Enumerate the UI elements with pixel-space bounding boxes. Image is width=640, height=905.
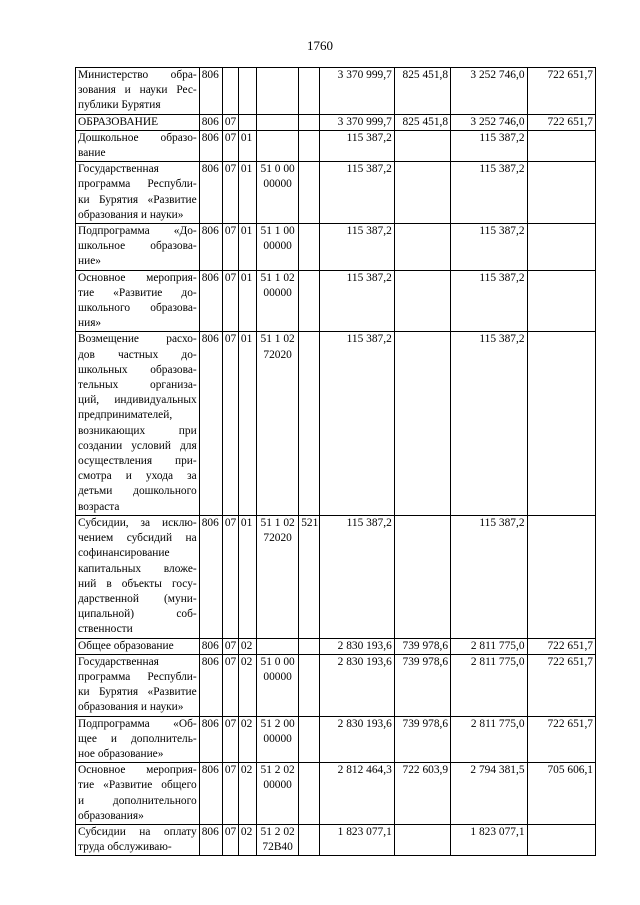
amount-total-cell: 115 387,2 <box>320 332 394 515</box>
row-name-line: Основное мероприя- <box>78 764 197 777</box>
target-article-line: 51 2 02 <box>260 764 295 777</box>
amount-total-2-cell: 2 811 775,0 <box>451 716 527 763</box>
row-name-line: программа Республи- <box>78 178 197 191</box>
expense-type-cell <box>299 763 320 825</box>
amount-total-cell: 115 387,2 <box>320 515 394 638</box>
section-cell: 07 <box>222 114 238 130</box>
section-cell: 07 <box>222 716 238 763</box>
grbs-cell: 806 <box>199 224 222 271</box>
target-article-line: 51 2 02 <box>260 825 295 838</box>
row-name-line: дов частных до- <box>78 348 197 361</box>
section-cell <box>222 68 238 115</box>
table-row <box>76 716 596 763</box>
row-name-line: щее и дополнитель- <box>78 732 197 745</box>
row-name-line: смотра и ухода за <box>78 470 197 483</box>
row-name-line: возраста <box>78 500 120 513</box>
expense-type-cell <box>299 130 320 161</box>
amount-total-cell: 3 370 999,7 <box>320 114 394 130</box>
row-name-line: вание <box>78 147 106 160</box>
amount-total-cell: 2 830 193,6 <box>320 638 394 654</box>
table-row <box>76 638 596 654</box>
amount-total-cell: 115 387,2 <box>320 270 394 332</box>
amount-federal-cell: 722 603,9 <box>394 763 450 825</box>
amount-federal-cell: 739 978,6 <box>394 654 450 716</box>
amount-total-2-cell: 3 252 746,0 <box>451 68 527 115</box>
row-name-line: ципальной) соб- <box>78 608 197 621</box>
row-name <box>76 824 200 855</box>
page-number: 1760 <box>307 38 333 53</box>
grbs-cell: 806 <box>199 824 222 855</box>
table-row <box>76 654 596 716</box>
grbs-cell: 806 <box>199 638 222 654</box>
amount-federal-cell <box>394 162 450 224</box>
subsection-cell: 01 <box>238 224 256 271</box>
amount-federal-cell <box>394 515 450 638</box>
table-row <box>76 130 596 161</box>
amount-total-2-cell: 115 387,2 <box>451 332 527 515</box>
amount-federal-cell <box>394 824 450 855</box>
target-article-line: 51 0 00 <box>260 655 295 668</box>
target-article-cell <box>257 162 299 224</box>
row-name-line: школьного образова- <box>78 302 197 315</box>
amount-federal-2-cell <box>527 824 595 855</box>
target-article-cell <box>257 68 299 115</box>
amount-total-cell: 115 387,2 <box>320 130 394 161</box>
section-cell: 07 <box>222 224 238 271</box>
target-article-line: 51 1 02 <box>260 271 295 284</box>
amount-federal-2-cell <box>527 332 595 515</box>
subsection-cell: 01 <box>238 332 256 515</box>
target-article-line: 51 0 00 <box>260 163 295 176</box>
row-name-line: ственности <box>78 623 133 636</box>
amount-federal-2-cell <box>527 130 595 161</box>
row-name-line: Общее образование <box>78 639 174 652</box>
row-name <box>76 654 200 716</box>
row-name-line: труда обслуживаю- <box>78 841 172 854</box>
row-name <box>76 716 200 763</box>
table-row <box>76 763 596 825</box>
grbs-cell: 806 <box>199 716 222 763</box>
target-article-cell <box>257 224 299 271</box>
grbs-cell: 806 <box>199 270 222 332</box>
row-name-line: ное образование» <box>78 747 164 760</box>
row-name <box>76 162 200 224</box>
table-row <box>76 824 596 855</box>
row-name-line: образования и науки» <box>78 208 184 221</box>
row-name-line: тельных организа- <box>78 379 197 392</box>
target-article-line: 72020 <box>263 348 292 361</box>
row-name <box>76 763 200 825</box>
target-article-line: 51 1 02 <box>260 516 295 529</box>
row-name-line: создании условий для <box>78 439 197 452</box>
target-article-cell <box>257 515 299 638</box>
amount-total-cell: 3 370 999,7 <box>320 68 394 115</box>
grbs-cell: 806 <box>199 515 222 638</box>
row-name <box>76 224 200 271</box>
subsection-cell <box>238 68 256 115</box>
row-name-line: Министерство обра- <box>78 69 197 81</box>
row-name-line: Субсидии на оплату <box>78 825 197 838</box>
amount-total-cell: 2 812 464,3 <box>320 763 394 825</box>
row-name-line: софинансирование <box>78 547 170 560</box>
target-article-line: 51 1 00 <box>260 225 295 238</box>
amount-federal-cell <box>394 130 450 161</box>
row-name-line: Подпрограмма «Об- <box>78 717 197 730</box>
amount-total-2-cell: 115 387,2 <box>451 224 527 271</box>
section-cell: 07 <box>222 515 238 638</box>
row-name-line: возникающих при <box>78 424 197 437</box>
target-article-line: 72020 <box>263 532 292 545</box>
target-article-line: 00000 <box>263 732 292 745</box>
row-name-line: ние» <box>78 255 101 268</box>
table-row <box>76 162 596 224</box>
row-name <box>76 130 200 161</box>
amount-total-cell: 2 830 193,6 <box>320 716 394 763</box>
target-article-line: 00000 <box>263 240 292 253</box>
target-article-cell <box>257 114 299 130</box>
expense-type-cell <box>299 68 320 115</box>
section-cell: 07 <box>222 654 238 716</box>
target-article-line: 51 2 00 <box>260 717 295 730</box>
amount-total-2-cell: 115 387,2 <box>451 162 527 224</box>
amount-federal-2-cell <box>527 224 595 271</box>
row-name-line: чением субсидий на <box>78 532 197 545</box>
section-cell: 07 <box>222 824 238 855</box>
grbs-cell: 806 <box>199 114 222 130</box>
amount-federal-cell: 739 978,6 <box>394 716 450 763</box>
expense-type-cell <box>299 224 320 271</box>
grbs-cell: 806 <box>199 763 222 825</box>
row-name-line: зования и науки Рес- <box>78 84 197 97</box>
subsection-cell: 01 <box>238 270 256 332</box>
table-row <box>76 270 596 332</box>
table-row <box>76 332 596 515</box>
row-name-line: Подпрограмма «До- <box>78 225 197 238</box>
amount-federal-2-cell: 722 651,7 <box>527 716 595 763</box>
row-name-line: детьми дошкольного <box>78 485 197 498</box>
row-name-line: публики Бурятия <box>78 99 161 112</box>
expense-type-cell <box>299 270 320 332</box>
expense-type-cell <box>299 716 320 763</box>
subsection-cell: 02 <box>238 654 256 716</box>
target-article-line: 00000 <box>263 670 292 683</box>
row-name <box>76 270 200 332</box>
expense-type-cell <box>299 824 320 855</box>
row-name-line: ки Бурятия «Развитие <box>78 193 197 206</box>
row-name-line: Возмещение расхо- <box>78 333 197 346</box>
target-article-cell <box>257 130 299 161</box>
amount-federal-2-cell: 722 651,7 <box>527 114 595 130</box>
row-name-line: Государственная <box>78 655 159 668</box>
amount-total-cell: 2 830 193,6 <box>320 654 394 716</box>
grbs-cell: 806 <box>199 130 222 161</box>
target-article-cell <box>257 824 299 855</box>
expense-type-cell <box>299 114 320 130</box>
amount-federal-cell <box>394 332 450 515</box>
row-name-line: Государственная <box>78 163 159 176</box>
row-name-line: тие «Развитие общего <box>78 779 197 792</box>
target-article-cell <box>257 716 299 763</box>
row-name-line: ний в объекты госу- <box>78 577 197 590</box>
grbs-cell: 806 <box>199 68 222 115</box>
amount-total-cell: 1 823 077,1 <box>320 824 394 855</box>
amount-federal-2-cell <box>527 270 595 332</box>
amount-federal-cell: 825 451,8 <box>394 68 450 115</box>
amount-total-2-cell: 1 823 077,1 <box>451 824 527 855</box>
amount-total-2-cell: 3 252 746,0 <box>451 114 527 130</box>
subsection-cell: 01 <box>238 162 256 224</box>
row-name-line: и дополнительного <box>78 794 197 807</box>
table-row <box>76 68 596 115</box>
amount-total-2-cell: 2 794 381,5 <box>451 763 527 825</box>
section-cell: 07 <box>222 162 238 224</box>
amount-total-cell: 115 387,2 <box>320 162 394 224</box>
amount-total-2-cell: 115 387,2 <box>451 130 527 161</box>
grbs-cell: 806 <box>199 162 222 224</box>
amount-federal-cell <box>394 270 450 332</box>
target-article-cell <box>257 270 299 332</box>
target-article-line: 51 1 02 <box>260 333 295 346</box>
subsection-cell: 02 <box>238 716 256 763</box>
row-name-line: капитальных вложе- <box>78 562 197 575</box>
amount-federal-2-cell <box>527 162 595 224</box>
grbs-cell: 806 <box>199 654 222 716</box>
amount-federal-2-cell: 722 651,7 <box>527 638 595 654</box>
row-name <box>76 114 200 130</box>
expense-type-cell <box>299 162 320 224</box>
subsection-cell: 01 <box>238 515 256 638</box>
section-cell: 07 <box>222 763 238 825</box>
amount-total-2-cell: 2 811 775,0 <box>451 638 527 654</box>
section-cell: 07 <box>222 332 238 515</box>
target-article-line: 00000 <box>263 286 292 299</box>
amount-total-2-cell: 2 811 775,0 <box>451 654 527 716</box>
budget-table <box>75 67 596 856</box>
row-name-line: Основное мероприя- <box>78 271 197 284</box>
expense-type-cell <box>299 654 320 716</box>
row-name-line: программа Республи- <box>78 670 197 683</box>
amount-federal-cell: 825 451,8 <box>394 114 450 130</box>
section-cell: 07 <box>222 638 238 654</box>
target-article-line: 72В40 <box>262 841 293 854</box>
row-name-line: осуществления при- <box>78 455 197 468</box>
row-name-line: образования и науки» <box>78 701 184 714</box>
row-name-line: ки Бурятия «Развитие <box>78 686 197 699</box>
row-name-line: Дошкольное образо- <box>78 131 197 144</box>
row-name-line: школьное образова- <box>78 240 197 253</box>
target-article-line: 00000 <box>263 178 292 191</box>
table-row <box>76 114 596 130</box>
row-name-line: школьных образова- <box>78 363 197 376</box>
subsection-cell: 02 <box>238 824 256 855</box>
target-article-cell <box>257 654 299 716</box>
target-article-cell <box>257 638 299 654</box>
row-name-line: ций, индивидуальных <box>78 394 197 407</box>
row-name-line: образования» <box>78 809 144 822</box>
subsection-cell <box>238 114 256 130</box>
amount-federal-2-cell: 722 651,7 <box>527 68 595 115</box>
target-article-line: 00000 <box>263 779 292 792</box>
target-article-cell <box>257 763 299 825</box>
amount-federal-cell: 739 978,6 <box>394 638 450 654</box>
row-name <box>76 515 200 638</box>
amount-total-2-cell: 115 387,2 <box>451 270 527 332</box>
row-name-line: ния» <box>78 317 102 330</box>
row-name-line: дарственной (муни- <box>78 592 197 605</box>
row-name-line: ОБРАЗОВАНИЕ <box>78 115 159 128</box>
table-row <box>76 224 596 271</box>
amount-federal-2-cell <box>527 515 595 638</box>
target-article-cell <box>257 332 299 515</box>
subsection-cell: 02 <box>238 763 256 825</box>
row-name-line: Субсидии, за исклю- <box>78 516 197 529</box>
expense-type-cell: 521 <box>299 515 320 638</box>
amount-total-2-cell: 115 387,2 <box>451 515 527 638</box>
row-name <box>76 332 200 515</box>
subsection-cell: 01 <box>238 130 256 161</box>
amount-federal-2-cell: 722 651,7 <box>527 654 595 716</box>
expense-type-cell <box>299 332 320 515</box>
grbs-cell: 806 <box>199 332 222 515</box>
row-name <box>76 638 200 654</box>
section-cell: 07 <box>222 130 238 161</box>
amount-total-cell: 115 387,2 <box>320 224 394 271</box>
section-cell: 07 <box>222 270 238 332</box>
table-row <box>76 515 596 638</box>
row-name-line: тие «Развитие до- <box>78 286 197 299</box>
expense-type-cell <box>299 638 320 654</box>
amount-federal-cell <box>394 224 450 271</box>
subsection-cell: 02 <box>238 638 256 654</box>
amount-federal-2-cell: 705 606,1 <box>527 763 595 825</box>
row-name-line: предпринимателей, <box>78 409 173 422</box>
row-name <box>76 68 200 115</box>
